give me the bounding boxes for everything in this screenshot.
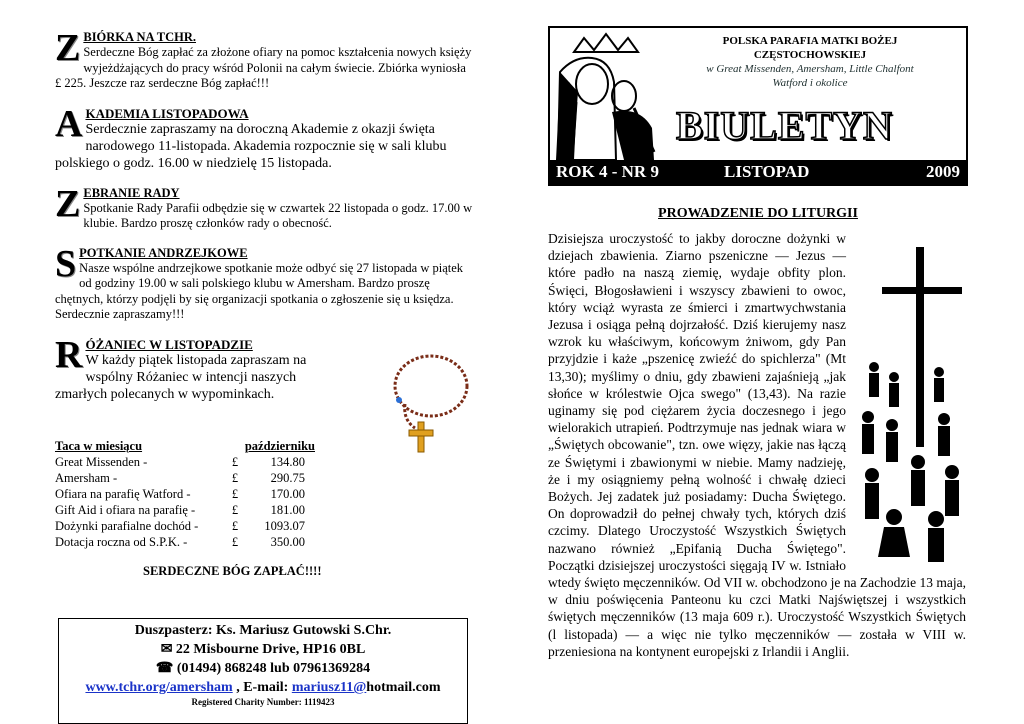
offerings-table: [55, 438, 315, 550]
offerings-row-label: Dożynki parafialne dochód -: [55, 519, 199, 533]
notice-title: ÓŻANIEC W LISTOPADZIE: [85, 336, 253, 352]
offerings-row: [55, 486, 315, 502]
thanks-text: SERDECZNE BÓG ZAPŁAĆ!!!!: [143, 564, 322, 578]
issue-month: LISTOPAD: [724, 162, 810, 181]
liturgy-text: Dzisiejsza uroczystość to jakby doroczne dożynki w dziejach zbawienia. Ziarno pszeniczne — Jezus — które padło na naszą ziemię, wydaje obfity plon. Święci, Błogosławieni i wszyscy zbawieni to owoc, który wciąż wyrasta ze śmierci i zmartwychwstania Jezusa i osiąga pełną dojrzałość. Dziś kierujemy nasz wzrok ku właściwym, końcowym żniwom, gdy Pan przyjdzie i każe „pszenicę zwieźć do spichlerza" (Mt 13,30); myślimy o dniu, gdy zbawieni zajaśnieją „jak słońce w królestwie Ojca swego" (13,43). Na razie uginamy się pod ciężarem życia doczesnego i jego wielorakich utrapień. Podtrzymuje nas jednak wiara w „Świętych obcowanie", tzn. owe więzy, jakie nas łączą ze Świętymi i zbawionymi w niebie. Mamy nadzieję, że i my osiągniemy pełną wolność i chwałę dzieci Bożych. Jej zadatek już posiadamy: Ducha Świętego. On doprowadził do pełnej chwały tych, których dziś czcimy. Dlatego Uroczystość Wszystkich Świętych nazwano również „Epifanią Ducha Świętego". Początki dzisiejszej uroczystości sięgają IV w. Istniało wtedy święto męczenników. Od VII w. obchodzono je na Zachodzie 13 maja, w dniu poświęcenia Panteonu ku czci Matki Najświętszej i wszystkich świętych męczenników (13 maja 609 r.). Uroczystość Wszystkich Świętych (l listopada) — a więc nie tylko męczenników — została w VIII w. przeniesiona na kontynent europejski z Irlandii i Anglii.: [548, 231, 966, 659]
web-email-line: [59, 678, 467, 697]
notice-council-meeting: [55, 182, 475, 232]
liturgy-title: PROWADZENIE DO LITURGII: [658, 206, 858, 221]
offerings-header: [55, 438, 315, 454]
offerings-row-label: Ofiara na parafię Watford -: [55, 487, 191, 501]
notice-body: W każdy piątek listopada zapraszam na wspólny Różaniec w intencji naszych zmarłych polecanych w wypominkach.: [55, 352, 307, 402]
newsletter-title: BIULETYN: [676, 103, 893, 148]
offerings-row-label: Dotacja roczna od S.P.K. -: [55, 535, 188, 549]
offerings-row-currency: £: [231, 503, 239, 517]
notice-title: EBRANIE RADY: [83, 185, 180, 200]
notice-body: Spotkanie Rady Parafii odbędzie się w czwartek 22 listopada o godz. 17.00 w klubie. Bardzo proszę członków rady o obecność.: [83, 200, 473, 230]
offerings-row-currency: £: [231, 519, 239, 533]
masthead: [548, 26, 968, 186]
offerings-row-amount: 181.00: [270, 503, 305, 517]
pastor-name: Duszpasterz: Ks. Mariusz Gutowski S.Chr.: [134, 623, 392, 638]
notice-title: POTKANIE ANDRZEJKOWE: [79, 245, 248, 260]
offerings-row-currency: £: [231, 535, 239, 549]
offerings-row-amount: 134.80: [270, 455, 305, 469]
notice-body: Nasze wspólne andrzejkowe spotkanie może odbyć się 27 listopada w piątek od godziny 19.00 w sali polskiego klubu w Amersham. Bardzo proszę chętnych, którzy podjęli by się organizacji spotkania o zgłoszenie się u księdza. Serdecznie zapraszamy!!!: [55, 260, 464, 321]
parish-line4: Watford i okolice: [772, 77, 848, 89]
website-link[interactable]: www.tchr.org/amersham: [85, 680, 233, 695]
left-page: [55, 27, 475, 707]
notice-title: BIÓRKA NA TCHR.: [83, 30, 196, 44]
notice-andrzejki: [55, 242, 475, 323]
offerings-row-amount: 170.00: [270, 487, 305, 501]
offerings-row-currency: £: [231, 471, 239, 485]
right-page: [548, 26, 972, 659]
offerings-row: [55, 470, 315, 486]
drop-cap: R: [55, 333, 83, 376]
phone-line: [59, 659, 467, 678]
parish-line1: POLSKA PARAFIA MATKI BOŻEJ: [722, 35, 898, 47]
issue-number: ROK 4 - NR 9: [556, 162, 659, 181]
drop-cap: Z: [55, 182, 81, 225]
drop-cap: A: [55, 102, 83, 145]
telephone-icon: ☎: [155, 661, 174, 676]
offerings-row-label: Gift Aid i ofiara na parafię -: [55, 503, 196, 517]
notice-body: Serdecznie zapraszamy na doroczną Akademie z okazji święta narodowego 11-listopada. Akademia rozpocznie się w sali klubu polskiego o godz. 16.00 w niedzielę 15 listopada.: [55, 121, 447, 171]
issue-bar: [550, 160, 966, 184]
address-text: 22 Misbourne Drive, HP16 0BL: [175, 642, 366, 657]
phone-text: (01494) 868248 lub 07961369284: [176, 661, 371, 676]
email-prefix: , E-mail:: [232, 680, 292, 695]
offerings-row: [55, 454, 315, 470]
charity-number: Registered Charity Number: 1119423: [191, 697, 335, 707]
offerings-header-label: Taca w miesiącu: [55, 439, 143, 453]
offerings-row: [55, 518, 315, 534]
notice-body: Serdeczne Bóg zapłać za złożone ofiary na pomoc kształcenia nowych księży wyjeżdżających do pracy wśród Polonii na całym świecie. Zbiórka wyniosła £ 225. Jeszcze raz serdeczne Bóg zapłać!!!: [55, 45, 472, 90]
offerings-row: [55, 502, 315, 518]
notice-title: KADEMIA LISTOPADOWA: [85, 105, 249, 121]
notice-collection: [55, 27, 475, 92]
parish-line3: w Great Missenden, Amersham, Little Chalfont: [706, 63, 914, 75]
drop-cap: Z: [55, 27, 81, 69]
offerings-header-month: październiku: [244, 439, 315, 453]
offerings-row-amount: 290.75: [270, 471, 305, 485]
drop-cap: S: [55, 242, 77, 285]
offerings-row-amount: 350.00: [270, 535, 305, 549]
rosary-icon: [385, 348, 475, 459]
notice-rosary: [55, 333, 325, 403]
address-line: [59, 640, 467, 659]
liturgy-text-block: [548, 230, 966, 660]
issue-year: 2009: [926, 162, 960, 181]
saints-procession-icon: [854, 247, 966, 565]
offerings-row-amount: 1093.07: [264, 519, 305, 533]
parish-line2: CZĘSTOCHOWSKIEJ: [753, 49, 867, 61]
offerings-row-label: Great Missenden -: [55, 455, 148, 469]
contact-box: [58, 618, 468, 724]
offerings-row-currency: £: [231, 455, 239, 469]
email-suffix: hotmail.com: [366, 680, 441, 695]
offerings-row-currency: £: [231, 487, 239, 501]
envelope-icon: ✉: [160, 642, 173, 657]
offerings-row-label: Amersham -: [55, 471, 118, 485]
parish-header: [660, 34, 960, 90]
offerings-row: [55, 534, 315, 550]
madonna-icon: [554, 32, 658, 165]
notice-academy: [55, 102, 475, 172]
email-link[interactable]: mariusz11@: [291, 680, 367, 695]
